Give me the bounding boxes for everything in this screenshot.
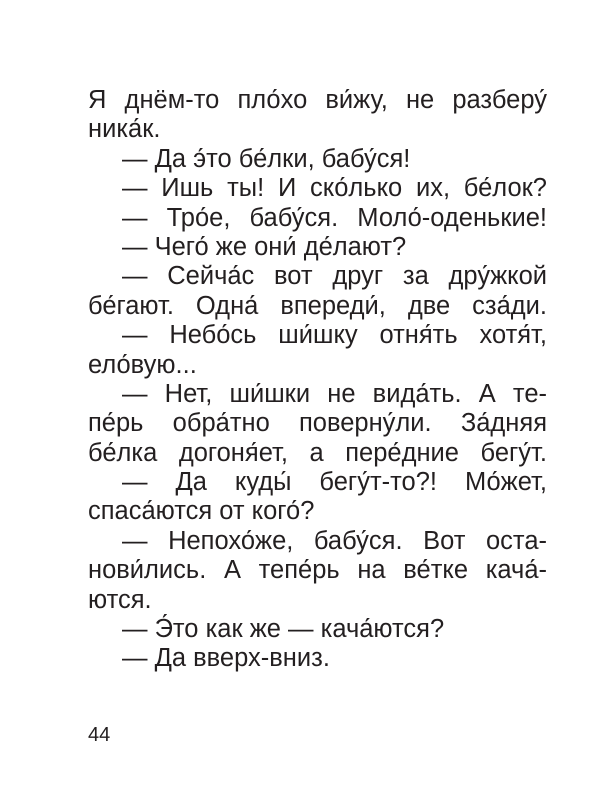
- dialogue-line: — Да куды́ бегу́т-то?! Мо́жет,: [122, 468, 547, 497]
- text-line: ника́к.: [88, 115, 161, 144]
- dialogue-line: — Непохо́же, бабу́ся. Вот оста-: [122, 526, 547, 555]
- text-line: пе́рь обра́тно поверну́ли. За́дняя: [88, 409, 547, 438]
- text-line: нови́лись. А тепе́рь на ве́тке кача́-: [88, 556, 547, 585]
- page-number: 44: [88, 724, 111, 746]
- text-line: ело́вую...: [88, 350, 197, 379]
- dialogue-line: — Тро́е, бабу́ся. Моло́-оденькие!: [122, 203, 547, 232]
- dialogue-line: — Да э́то бе́лки, бабу́ся!: [122, 144, 411, 173]
- text-line: Я днём-то пло́хо ви́жу, не разберу́: [88, 86, 547, 114]
- text-line: ются.: [88, 585, 152, 614]
- page-body-text: [88, 86, 547, 674]
- dialogue-line: — Э́то как же — кача́ются?: [122, 615, 445, 644]
- dialogue-line: — Чего́ же они́ де́лают?: [122, 232, 407, 261]
- dialogue-line: — Небо́сь ши́шку отня́ть хотя́т,: [122, 321, 547, 350]
- text-line: бе́гают. Одна́ впереди́, две сза́ди.: [88, 291, 547, 320]
- dialogue-line: — Ишь ты! И ско́лько их, бе́лок?: [122, 174, 547, 203]
- dialogue-line: — Нет, ши́шки не вида́ть. А те-: [122, 379, 547, 408]
- text-line: бе́лка догоня́ет, а пере́дние бегу́т.: [88, 438, 547, 467]
- dialogue-line: — Да вверх-вниз.: [122, 644, 330, 673]
- dialogue-line: — Сейча́с вот друг за дру́жкой: [122, 262, 547, 291]
- text-line: спаса́ются от кого́?: [88, 497, 315, 526]
